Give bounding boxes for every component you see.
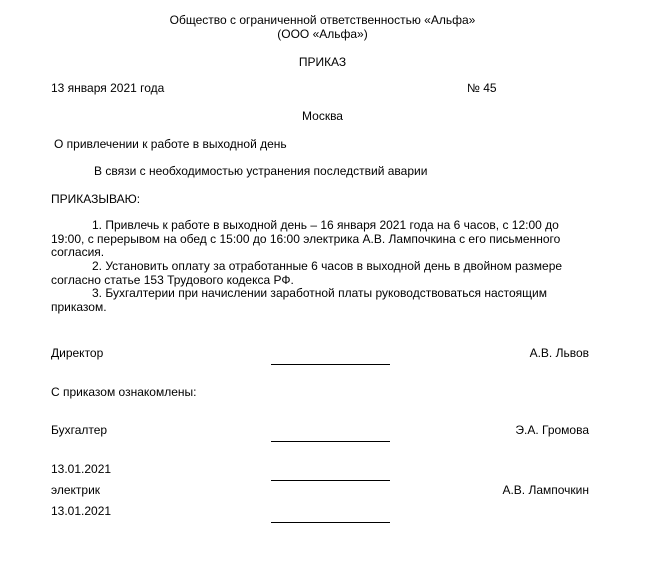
- order-date: 13 января 2021 года: [51, 81, 165, 95]
- order-keyword: ПРИКАЗЫВАЮ:: [51, 192, 141, 206]
- order-item-3-rest: приказом.: [51, 299, 107, 314]
- electrician-title: электрик: [51, 483, 101, 497]
- order-item-3: [51, 287, 591, 314]
- order-reason: В связи с необходимостью устранения последствий аварии: [94, 164, 428, 178]
- accountant-title: Бухгалтер: [51, 423, 108, 437]
- order-item-1-rest: 19:00, с перерывом на обед с 15:00 до 16:00 электрика А.В. Лампочкина с его письменного согласия.: [51, 231, 561, 259]
- accountant-signature-line: [271, 441, 390, 442]
- acquainted-heading: С приказом ознакомлены:: [51, 385, 197, 399]
- director-title: Директор: [51, 346, 104, 360]
- order-item-3-first-line: 3. Бухгалтерии при начислении заработной платы руководствоваться настоящим: [92, 286, 547, 300]
- order-number: № 45: [467, 81, 497, 95]
- electrician-sign-date: 13.01.2021: [51, 504, 112, 518]
- order-item-2-rest: согласно статье 153 Трудового кодекса РФ.: [51, 272, 294, 287]
- accountant-name: Э.А. Громова: [515, 423, 589, 437]
- order-item-2: [51, 260, 591, 287]
- order-item-1-first-line: 1. Привлечь к работе в выходной день – 16 января 2021 года на 6 часов, с 12:00 до: [92, 218, 559, 232]
- organization-name: Общество с ограниченной ответственностью «Альфа»: [169, 13, 476, 27]
- order-item-1: [51, 219, 591, 260]
- director-name: А.В. Львов: [529, 346, 589, 360]
- director-signature-line: [271, 364, 390, 365]
- order-item-2-first-line: 2. Установить оплату за отработанные 6 часов в выходной день в двойном размере: [92, 259, 563, 273]
- electrician-name: А.В. Лампочкин: [502, 483, 589, 497]
- accountant-date-line: [271, 480, 390, 481]
- electrician-signature-line: [271, 522, 390, 523]
- organization-short-name: (ООО «Альфа»): [277, 27, 368, 41]
- document-title: ПРИКАЗ: [298, 55, 347, 69]
- accountant-sign-date: 13.01.2021: [51, 462, 112, 476]
- order-subject: О привлечении к работе в выходной день: [54, 137, 287, 151]
- city: Москва: [302, 109, 343, 123]
